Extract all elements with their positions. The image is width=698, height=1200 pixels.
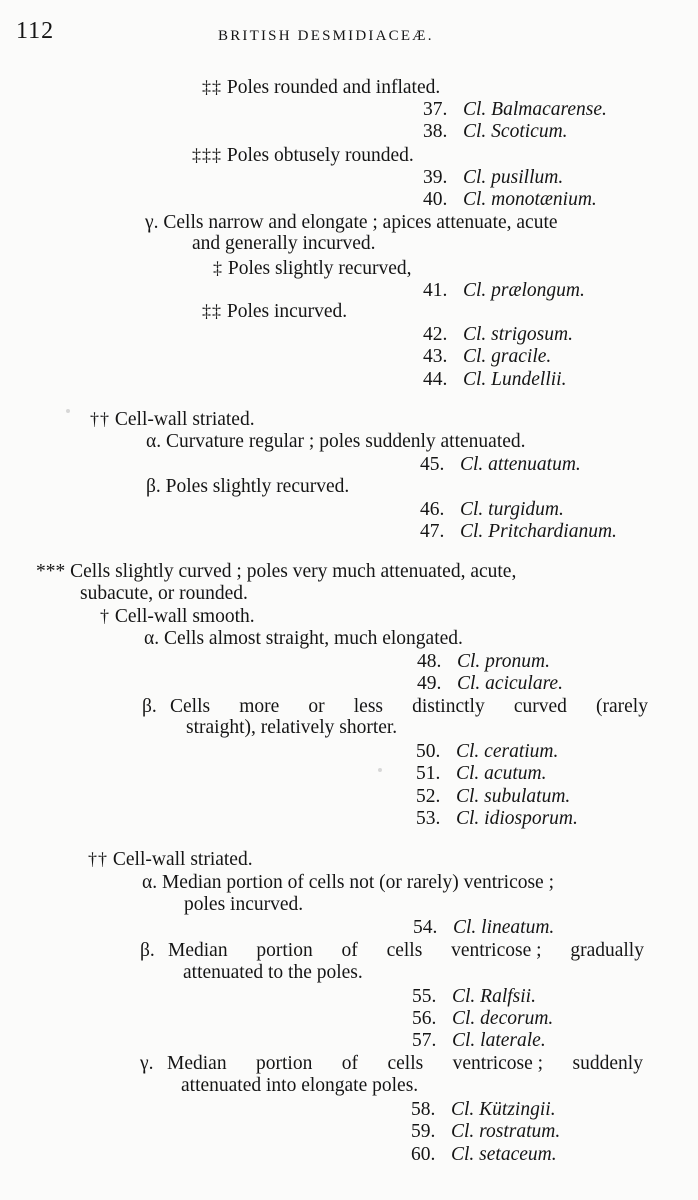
species-name: Cl. pusillum. — [463, 167, 564, 188]
beta-marker: β. — [142, 696, 157, 717]
key-line-continuation — [80, 583, 248, 605]
key-word: curved — [513, 696, 567, 717]
species-entry — [416, 786, 570, 808]
species-number: 47. — [420, 521, 445, 542]
double-dagger-marker: ‡‡ — [202, 301, 222, 321]
species-name: Cl. decorum. — [452, 1008, 554, 1029]
page-number: 112 — [16, 18, 55, 44]
species-number: 53. — [416, 808, 441, 829]
justified-key-line — [168, 940, 644, 962]
species-entry — [423, 369, 566, 391]
key-word: cells — [387, 1053, 424, 1074]
species-number: 41. — [423, 280, 448, 301]
species-name: Cl. aciculare. — [457, 673, 563, 694]
key-line — [146, 476, 349, 498]
species-number: 59. — [411, 1121, 436, 1142]
species-name: Cl. pronum. — [457, 651, 550, 672]
key-text: Median portion of cells not (or rarely) ventricose ; — [161, 872, 555, 893]
species-number: 40. — [423, 189, 448, 210]
key-word: Median — [167, 1053, 227, 1074]
key-line — [36, 561, 516, 583]
key-line-continuation — [192, 233, 376, 255]
key-word: portion — [256, 940, 313, 961]
beta-marker: β. — [146, 476, 161, 497]
key-text: and generally incurved. — [192, 233, 376, 254]
species-entry — [420, 454, 581, 476]
key-word: Median — [168, 940, 228, 961]
species-number: 37. — [423, 99, 448, 120]
species-entry — [420, 499, 564, 521]
key-line — [202, 76, 440, 99]
running-title: BRITISH DESMIDIACEÆ. — [218, 28, 434, 44]
justified-key-line — [167, 1053, 643, 1075]
key-text: poles incurved. — [184, 894, 304, 915]
key-word: gradually — [570, 940, 644, 961]
species-number: 57. — [412, 1030, 437, 1051]
key-text: Cells narrow and elongate ; apices attenuate, acute — [163, 212, 558, 233]
key-text: Cells almost straight, much elongated. — [163, 628, 463, 649]
double-dagger-marker: †† — [88, 849, 108, 869]
alpha-marker: α. — [142, 872, 158, 893]
key-text: Poles rounded and inflated. — [226, 77, 441, 98]
species-entry — [417, 673, 563, 695]
species-entry — [423, 280, 585, 302]
species-number: 45. — [420, 454, 445, 475]
key-word: Cells — [170, 696, 211, 717]
asterisk-marker: *** — [36, 561, 66, 582]
key-line-marker — [140, 1053, 154, 1075]
beta-marker: β. — [140, 940, 155, 961]
species-number: 52. — [416, 786, 441, 807]
species-entry — [416, 808, 578, 830]
key-word: distinctly — [412, 696, 485, 717]
species-name: Cl. Lundellii. — [463, 369, 567, 390]
key-text: Poles slightly recurved, — [227, 258, 412, 279]
gamma-marker: γ. — [140, 1053, 154, 1074]
paper-speck — [378, 768, 382, 772]
page-header — [0, 20, 698, 50]
species-name: Cl. idiosporum. — [456, 808, 578, 829]
key-line — [192, 144, 414, 167]
species-number: 50. — [416, 741, 441, 762]
alpha-marker: α. — [144, 628, 160, 649]
key-word: suddenly — [572, 1053, 643, 1074]
key-text: subacute, or rounded. — [80, 583, 248, 604]
key-word: ventricose ; — [451, 940, 542, 961]
species-entry — [423, 324, 573, 346]
key-text: attenuated into elongate poles. — [181, 1075, 419, 1096]
key-text: Cells slightly curved ; poles very much attenuated, acute, — [70, 561, 517, 582]
species-entry — [412, 1008, 553, 1030]
key-line — [213, 257, 411, 280]
species-name: Cl. attenuatum. — [460, 454, 581, 475]
key-text: Poles obtusely rounded. — [226, 145, 414, 166]
species-name: Cl. acutum. — [456, 763, 547, 784]
key-word: more — [239, 696, 280, 717]
species-entry — [412, 986, 536, 1008]
species-entry — [423, 99, 607, 121]
dagger-marker: † — [100, 606, 110, 626]
key-text: straight), relatively shorter. — [186, 717, 398, 738]
species-number: 43. — [423, 346, 448, 367]
key-text: Curvature regular ; poles suddenly attenuated. — [165, 431, 526, 452]
key-line — [146, 431, 526, 453]
key-word: (rarely — [595, 696, 648, 717]
species-entry — [413, 917, 554, 939]
species-name: Cl. Ralfsii. — [452, 986, 536, 1007]
species-number: 54. — [413, 917, 438, 938]
alpha-marker: α. — [146, 431, 162, 452]
species-name: Cl. rostratum. — [451, 1121, 561, 1142]
species-entry — [420, 521, 617, 543]
species-number: 60. — [411, 1144, 436, 1165]
species-number: 56. — [412, 1008, 437, 1029]
key-word: cells — [386, 940, 423, 961]
key-line — [142, 872, 554, 894]
species-entry — [423, 121, 568, 143]
justified-key-line — [170, 696, 648, 718]
key-line-marker — [140, 940, 155, 962]
species-number: 44. — [423, 369, 448, 390]
species-number: 55. — [412, 986, 437, 1007]
species-name: Cl. Scoticum. — [463, 121, 568, 142]
key-line-continuation — [181, 1075, 418, 1097]
species-name: Cl. strigosum. — [463, 324, 573, 345]
key-text: Cell-wall striated. — [114, 409, 255, 430]
species-entry — [412, 1030, 546, 1052]
key-word: or — [308, 696, 325, 717]
species-number: 39. — [423, 167, 448, 188]
key-text: Poles slightly recurved. — [165, 476, 350, 497]
key-text: Cell-wall striated. — [112, 849, 253, 870]
key-line-continuation — [183, 962, 363, 984]
key-line — [100, 605, 255, 628]
species-name: Cl. turgidum. — [460, 499, 564, 520]
key-word: ventricose ; — [452, 1053, 544, 1074]
key-line-continuation — [186, 717, 397, 739]
species-entry — [423, 189, 597, 211]
species-number: 51. — [416, 763, 441, 784]
species-number: 49. — [417, 673, 442, 694]
species-entry — [411, 1144, 557, 1166]
key-line — [144, 628, 463, 650]
species-name: Cl. monotænium. — [463, 189, 597, 210]
double-dagger-marker: †† — [90, 409, 110, 429]
paper-speck — [66, 409, 70, 413]
species-entry — [417, 651, 550, 673]
species-entry — [416, 741, 558, 763]
species-name: Cl. subulatum. — [456, 786, 571, 807]
species-name: Cl. gracile. — [463, 346, 552, 367]
double-dagger-marker: ‡ — [213, 258, 223, 278]
key-line — [88, 848, 253, 871]
species-name: Cl. Pritchardianum. — [460, 521, 617, 542]
species-entry — [411, 1121, 560, 1143]
species-number: 58. — [411, 1099, 436, 1120]
double-dagger-marker: ‡‡ — [202, 77, 222, 97]
gamma-marker: γ. — [145, 212, 159, 233]
species-name: Cl. ceratium. — [456, 741, 559, 762]
key-line — [202, 300, 347, 323]
key-line-continuation — [184, 894, 303, 916]
key-line — [145, 212, 558, 234]
species-number: 38. — [423, 121, 448, 142]
species-name: Cl. prælongum. — [463, 280, 585, 301]
key-word: of — [341, 940, 358, 961]
species-entry — [423, 167, 563, 189]
species-name: Cl. lineatum. — [453, 917, 555, 938]
species-entry — [423, 346, 551, 368]
species-name: Cl. laterale. — [452, 1030, 546, 1051]
species-number: 48. — [417, 651, 442, 672]
key-text: Poles incurved. — [226, 301, 348, 322]
key-word: portion — [256, 1053, 313, 1074]
species-name: Cl. setaceum. — [451, 1144, 557, 1165]
key-word: less — [353, 696, 383, 717]
species-number: 42. — [423, 324, 448, 345]
key-line — [90, 408, 255, 431]
key-text: attenuated to the poles. — [183, 962, 363, 983]
species-number: 46. — [420, 499, 445, 520]
species-name: Cl. Kützingii. — [451, 1099, 556, 1120]
key-word: of — [341, 1053, 359, 1074]
species-name: Cl. Balmacarense. — [463, 99, 607, 120]
species-entry — [411, 1099, 556, 1121]
species-entry — [416, 763, 546, 785]
triple-dagger-marker: ‡‡‡ — [192, 145, 222, 165]
key-text: Cell-wall smooth. — [114, 606, 255, 627]
key-line-marker — [142, 696, 157, 718]
